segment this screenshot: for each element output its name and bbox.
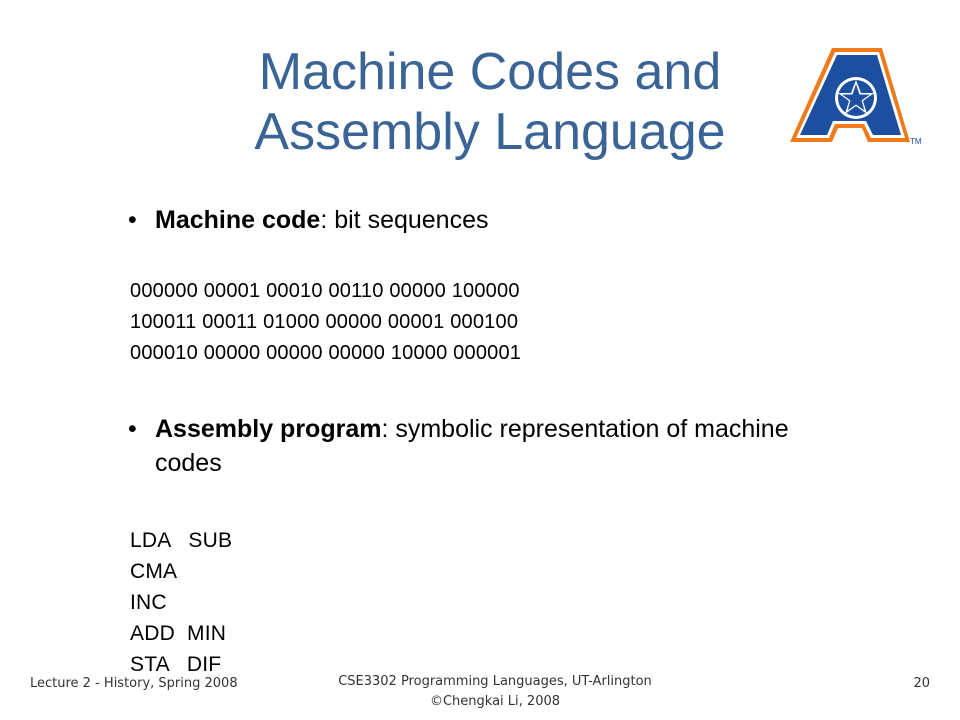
page-number: 20	[913, 676, 930, 691]
assembly-line: LDA SUB	[130, 529, 233, 552]
title-line-2: Assembly Language	[254, 103, 726, 161]
title-line-1: Machine Codes and	[258, 43, 722, 101]
bullet1-rest: : bit sequences	[320, 206, 489, 234]
footer-copyright: ©Chengkai Li, 2008	[429, 694, 561, 709]
bullet2-bold: Assembly program	[155, 415, 382, 443]
bullet-dot: •	[128, 206, 137, 234]
bullet1-bold: Machine code	[155, 206, 321, 234]
bullet-dot: •	[128, 415, 137, 443]
assembly-line: ADD MIN	[130, 622, 227, 645]
footer-course	[300, 672, 690, 712]
logo-tm: TM	[910, 137, 922, 146]
footer-course-line1: CSE3302 Programming Languages, UT-Arlington	[338, 674, 652, 689]
machine-code-block	[130, 276, 521, 369]
assembly-code-block	[130, 525, 232, 680]
bullet-machine-code	[128, 203, 805, 237]
bullet2-rest: : symbolic representation of machine codes	[155, 415, 789, 477]
assembly-line: STA DIF	[130, 653, 222, 676]
assembly-line: INC	[130, 591, 167, 614]
slide-title	[170, 42, 810, 162]
footer-lecture: Lecture 2 - History, Spring 2008	[30, 676, 238, 691]
assembly-line: CMA	[130, 560, 178, 583]
bullet-assembly-program	[128, 412, 805, 480]
machine-code-line: 000000 00001 00010 00110 00000 100000	[130, 280, 520, 302]
machine-code-line: 100011 00011 01000 00000 00001 000100	[130, 311, 519, 333]
machine-code-line: 000010 00000 00000 00000 10000 000001	[130, 342, 522, 364]
uta-logo-icon	[782, 40, 922, 150]
